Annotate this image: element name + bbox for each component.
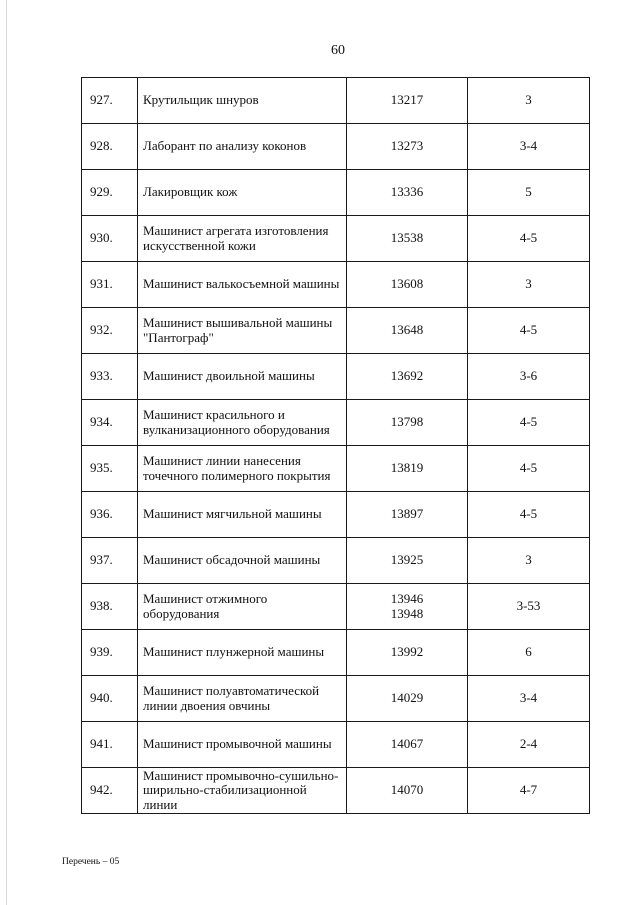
occupation-name-cell: Машинист агрегата изготовления искусственной кожи <box>138 216 347 262</box>
grade-range-cell: 3 <box>468 78 590 124</box>
row-number-cell: 940. <box>82 676 138 722</box>
grade-range-cell: 3-4 <box>468 676 590 722</box>
row-number-cell: 936. <box>82 492 138 538</box>
row-number-cell: 941. <box>82 722 138 768</box>
table-row <box>82 354 590 400</box>
table-row <box>82 584 590 630</box>
grade-range-cell: 4-5 <box>468 492 590 538</box>
table-row <box>82 538 590 584</box>
grade-range-cell: 3 <box>468 262 590 308</box>
occupation-name-cell: Машинист двоильной машины <box>138 354 347 400</box>
table-row <box>82 170 590 216</box>
occupation-name-cell: Машинист плунжерной машины <box>138 630 347 676</box>
row-number-cell: 933. <box>82 354 138 400</box>
occupation-code-cell: 14067 <box>347 722 468 768</box>
table-row <box>82 216 590 262</box>
row-number-cell: 928. <box>82 124 138 170</box>
table-row <box>82 446 590 492</box>
table-row <box>82 78 590 124</box>
page-number: 60 <box>331 43 345 58</box>
occupation-name-cell: Машинист линии нанесения точечного полимерного покрытия <box>138 446 347 492</box>
row-number-cell: 935. <box>82 446 138 492</box>
occupation-name-cell: Машинист обсадочной машины <box>138 538 347 584</box>
row-number-cell: 934. <box>82 400 138 446</box>
row-number-cell: 932. <box>82 308 138 354</box>
occupation-code-cell: 13273 <box>347 124 468 170</box>
grade-range-cell: 2-4 <box>468 722 590 768</box>
occupation-code-cell: 13798 <box>347 400 468 446</box>
occupation-name-cell: Лаборант по анализу коконов <box>138 124 347 170</box>
table-row <box>82 400 590 446</box>
occupation-code-cell: 13217 <box>347 78 468 124</box>
table-row <box>82 308 590 354</box>
occupation-name-cell: Машинист вышивальной машины "Пантограф" <box>138 308 347 354</box>
occupation-name-cell: Лакировщик кож <box>138 170 347 216</box>
table-row <box>82 262 590 308</box>
occupation-code-cell: 13925 <box>347 538 468 584</box>
row-number-cell: 937. <box>82 538 138 584</box>
document-footer: Перечень – 05 <box>62 857 120 867</box>
row-number-cell: 942. <box>82 768 138 814</box>
occupation-code-cell: 13648 <box>347 308 468 354</box>
occupation-name-cell: Машинист промывочно-сушильно- ширильно-стабилизационной линии <box>138 768 347 814</box>
occupation-name-cell: Машинист промывочной машины <box>138 722 347 768</box>
grade-range-cell: 4-7 <box>468 768 590 814</box>
occupation-name-cell: Машинист отжимного оборудования <box>138 584 347 630</box>
grade-range-cell: 4-5 <box>468 216 590 262</box>
row-number-cell: 930. <box>82 216 138 262</box>
grade-range-cell: 3 <box>468 538 590 584</box>
row-number-cell: 931. <box>82 262 138 308</box>
occupation-code-cell: 13992 <box>347 630 468 676</box>
grade-range-cell: 6 <box>468 630 590 676</box>
occupation-code-cell: 13538 <box>347 216 468 262</box>
row-number-cell: 939. <box>82 630 138 676</box>
occupation-code-cell: 13819 <box>347 446 468 492</box>
grade-range-cell: 4-5 <box>468 446 590 492</box>
table-body <box>82 78 590 814</box>
grade-range-cell: 5 <box>468 170 590 216</box>
grade-range-cell: 3-53 <box>468 584 590 630</box>
occupation-name-cell: Машинист мягчильной машины <box>138 492 347 538</box>
occupation-name-cell: Машинист красильного и вулканизационного оборудования <box>138 400 347 446</box>
table-row <box>82 676 590 722</box>
grade-range-cell: 3-6 <box>468 354 590 400</box>
table-row <box>82 124 590 170</box>
scan-edge-line <box>6 0 7 905</box>
row-number-cell: 938. <box>82 584 138 630</box>
table-row <box>82 768 590 814</box>
occupation-code-cell: 13897 <box>347 492 468 538</box>
occupation-code-cell: 13336 <box>347 170 468 216</box>
grade-range-cell: 4-5 <box>468 308 590 354</box>
table-row <box>82 630 590 676</box>
occupation-name-cell: Машинист валькосъемной машины <box>138 262 347 308</box>
occupations-table-container <box>81 77 589 814</box>
occupation-code-cell: 14029 <box>347 676 468 722</box>
occupations-table <box>81 77 590 814</box>
row-number-cell: 929. <box>82 170 138 216</box>
grade-range-cell: 4-5 <box>468 400 590 446</box>
occupation-code-cell: 13946 13948 <box>347 584 468 630</box>
occupation-code-cell: 13608 <box>347 262 468 308</box>
occupation-code-cell: 13692 <box>347 354 468 400</box>
occupation-name-cell: Машинист полуавтоматической линии двоения овчины <box>138 676 347 722</box>
table-row <box>82 492 590 538</box>
occupation-code-cell: 14070 <box>347 768 468 814</box>
grade-range-cell: 3-4 <box>468 124 590 170</box>
table-row <box>82 722 590 768</box>
row-number-cell: 927. <box>82 78 138 124</box>
occupation-name-cell: Крутильщик шнуров <box>138 78 347 124</box>
